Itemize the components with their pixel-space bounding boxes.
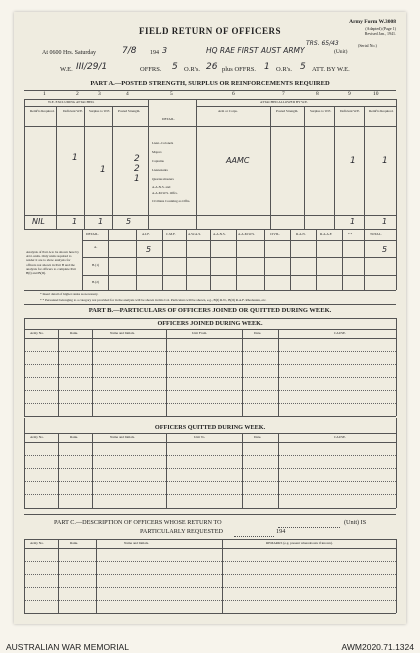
quitted-head: CAUSE. xyxy=(334,435,346,439)
analysis-head: TOTAL. xyxy=(370,232,382,236)
total-cell: 1 xyxy=(72,217,78,226)
part-c-head: Rank. xyxy=(70,541,79,545)
joined-head: Date. xyxy=(254,331,262,335)
analysis-head: DETAIL. xyxy=(86,232,99,236)
total-cell: 5 xyxy=(126,217,132,226)
we-label: W.E. xyxy=(60,66,73,73)
rank-label: Civilians Counting as Offrs. xyxy=(152,199,191,203)
hw-analysis-aif: 5 xyxy=(146,245,152,254)
we-excluding-header: W.E. EXCLUDING ATTACHED. xyxy=(48,100,95,104)
rank-label: Lieutenants xyxy=(152,168,168,172)
we-handwritten: III/29/1 xyxy=(76,62,108,72)
analysis-head: R.A.A.F. xyxy=(320,232,333,236)
right-head: Arm or Corps. xyxy=(218,109,238,113)
quitted-title: OFFICERS QUITTED DURING WEEK. xyxy=(154,424,266,431)
part-a-title: PART A.—POSTED STRENGTH, SURPLUS OR REINFORCEMENTS REQUIRED xyxy=(90,80,330,87)
analysis-head: * * xyxy=(348,232,353,236)
rank-label: Lieut.-Colonels xyxy=(152,141,174,145)
joined-head: Army No. xyxy=(30,331,44,335)
plus-offrs-label: plus OFFRS. xyxy=(222,66,256,73)
hw-posted: 2 xyxy=(134,154,140,164)
hw-analysis-total: 5 xyxy=(382,245,388,254)
date-handwritten: 7/8 xyxy=(122,46,137,56)
col-number: 2 xyxy=(76,91,79,97)
analysis-head: A.W.A.S. xyxy=(188,232,202,236)
attached-header: ATTACHED ALLOWED BY W.E. xyxy=(260,100,308,104)
att-label: ATT. BY W.E. xyxy=(312,66,350,73)
left-head: Posted Strength. xyxy=(118,109,141,113)
year-handwritten: 3 xyxy=(162,46,168,55)
detail-header: DETAIL. xyxy=(162,117,175,121)
col-number: 10 xyxy=(373,91,379,97)
part-c-title: PART C.—DESCRIPTION OF OFFICERS WHOSE RETURN TO xyxy=(54,519,222,526)
ors-handwritten: 26 xyxy=(206,62,218,72)
col-number: 5 xyxy=(170,91,173,97)
quitted-head: Army No. xyxy=(30,435,44,439)
footer-credit: AUSTRALIAN WAR MEMORIAL xyxy=(6,642,129,652)
left-head: Deficient W.E. xyxy=(63,109,84,113)
footnote: * Insert detail of higher ranks as necessary. xyxy=(40,292,99,296)
rank-label: A.A.M.W.S. Offrs. xyxy=(152,191,178,195)
rank-label: Majors xyxy=(152,150,162,154)
left-head: Surplus to W.E. xyxy=(89,109,111,113)
analysis-head: A.I.F. xyxy=(142,232,150,236)
right-head: Posted Strength. xyxy=(276,109,299,113)
joined-head: Rank. xyxy=(70,331,79,335)
hw-deficient: 1 xyxy=(72,153,78,163)
total-cell: NIL xyxy=(32,217,45,226)
quitted-head: Rank. xyxy=(70,435,79,439)
total-cell: 1 xyxy=(382,217,388,226)
analysis-row-label: B.(1) xyxy=(92,263,100,267)
col-number: 3 xyxy=(98,91,101,97)
at-label: At 0600 Hrs. Saturday xyxy=(42,50,96,56)
total-cell: 1 xyxy=(98,217,104,226)
part-c-head: Name and Initials. xyxy=(124,541,149,545)
army-form-number: Army Form W.3008 xyxy=(349,19,396,25)
hw-arm-corps: AAMC xyxy=(226,156,250,165)
hw-reinf-attached: 1 xyxy=(382,156,388,166)
hw-posted: 2 xyxy=(134,164,140,174)
quitted-head: Date. xyxy=(254,435,262,439)
part-c-unit-is: (Unit) IS xyxy=(344,519,367,526)
ors-label: O.R's. xyxy=(184,66,200,73)
right-head: Reinf'ts Required. xyxy=(369,109,394,113)
part-b-title: PART B.—PARTICULARS OF OFFICERS JOINED OR QUITTED DURING WEEK. xyxy=(88,307,332,314)
analysis-row-label: A. xyxy=(94,245,98,249)
joined-head: CAUSE. xyxy=(334,331,346,335)
total-cell: 1 xyxy=(350,217,356,226)
analysis-head: A.A.M.W.S. xyxy=(238,232,255,236)
hw-posted: 1 xyxy=(134,174,140,184)
offrs-handwritten: 5 xyxy=(172,62,178,72)
analysis-head: C.M.F. xyxy=(166,232,176,236)
quitted-head: Name and Initials. xyxy=(110,435,135,439)
joined-head: Unit From. xyxy=(192,331,208,335)
left-head: Reinf'ts Required. xyxy=(30,109,55,113)
analysis-head: CIVIL. xyxy=(270,232,280,236)
analysis-row-label: B.(2) xyxy=(92,280,100,284)
hw-deficient-attached: 1 xyxy=(350,156,356,166)
analysis-head: A.A.N.S. xyxy=(213,232,226,236)
part-c-title-line2: PARTICULARLY REQUESTED xyxy=(140,528,223,535)
footnote: * * Personnel belonging to a category not provided for in the analysis will be shown in this Col. Particulars will be shown, e.g., B(I) R.N., B(II) R.A.F. Rhodesian, etc. xyxy=(40,298,267,302)
rank-label: Captains xyxy=(152,159,164,163)
form-revised: Revised Jan., 1941. xyxy=(364,31,396,36)
quitted-head: Unit To. xyxy=(194,435,206,439)
joined-title: OFFICERS JOINED DURING WEEK. xyxy=(157,320,263,327)
form-adapted: (Adapted) (Page 1) xyxy=(365,26,396,31)
offrs-label: OFFRS. xyxy=(140,66,162,73)
footer-accession: AWM2020.71.1324 xyxy=(341,642,414,652)
unit-label: (Unit) xyxy=(334,49,348,55)
analysis-note: Analysis of Part A to be shown here by ALL units. Only units required to render it are to show analysis for officers not shown in Part B and the analysis for officers to complete Part B(I) and B(II). xyxy=(26,250,79,276)
hw-surplus: 1 xyxy=(100,165,106,175)
right-head: Deficient W.E. xyxy=(340,109,361,113)
analysis-head: R.A.N. xyxy=(296,232,306,236)
col-number: 8 xyxy=(316,91,319,97)
form-title: FIELD RETURN OF OFFICERS xyxy=(139,26,281,36)
unit-handwritten: HQ RAE FIRST AUST ARMY xyxy=(206,46,305,55)
serial-handwritten: TRS. 65/43 xyxy=(306,40,339,47)
att-handwritten: 5 xyxy=(300,62,306,72)
part-c-head: REMARKS (e.g. present whereabouts if known). xyxy=(266,541,333,545)
serial-label: (Serial No.) xyxy=(358,43,377,48)
form-sheet xyxy=(14,12,406,624)
year-label: 194 xyxy=(150,50,159,56)
plus-offrs-handwritten: 1 xyxy=(264,62,270,72)
col-number: 7 xyxy=(282,91,285,97)
ors2-label: O.R's. xyxy=(276,66,292,73)
col-number: 1 xyxy=(43,91,46,97)
col-number: 4 xyxy=(126,91,129,97)
rank-label: Quarter-masters xyxy=(152,177,174,181)
joined-head: Name and Initials. xyxy=(110,331,135,335)
part-c-head: Army No. xyxy=(30,541,44,545)
part-c-year: 194 xyxy=(276,528,286,535)
col-number: 9 xyxy=(348,91,351,97)
rank-label: A.A.N.S. and xyxy=(152,185,171,189)
col-number: 6 xyxy=(232,91,235,97)
right-head: Surplus to W.E. xyxy=(310,109,332,113)
